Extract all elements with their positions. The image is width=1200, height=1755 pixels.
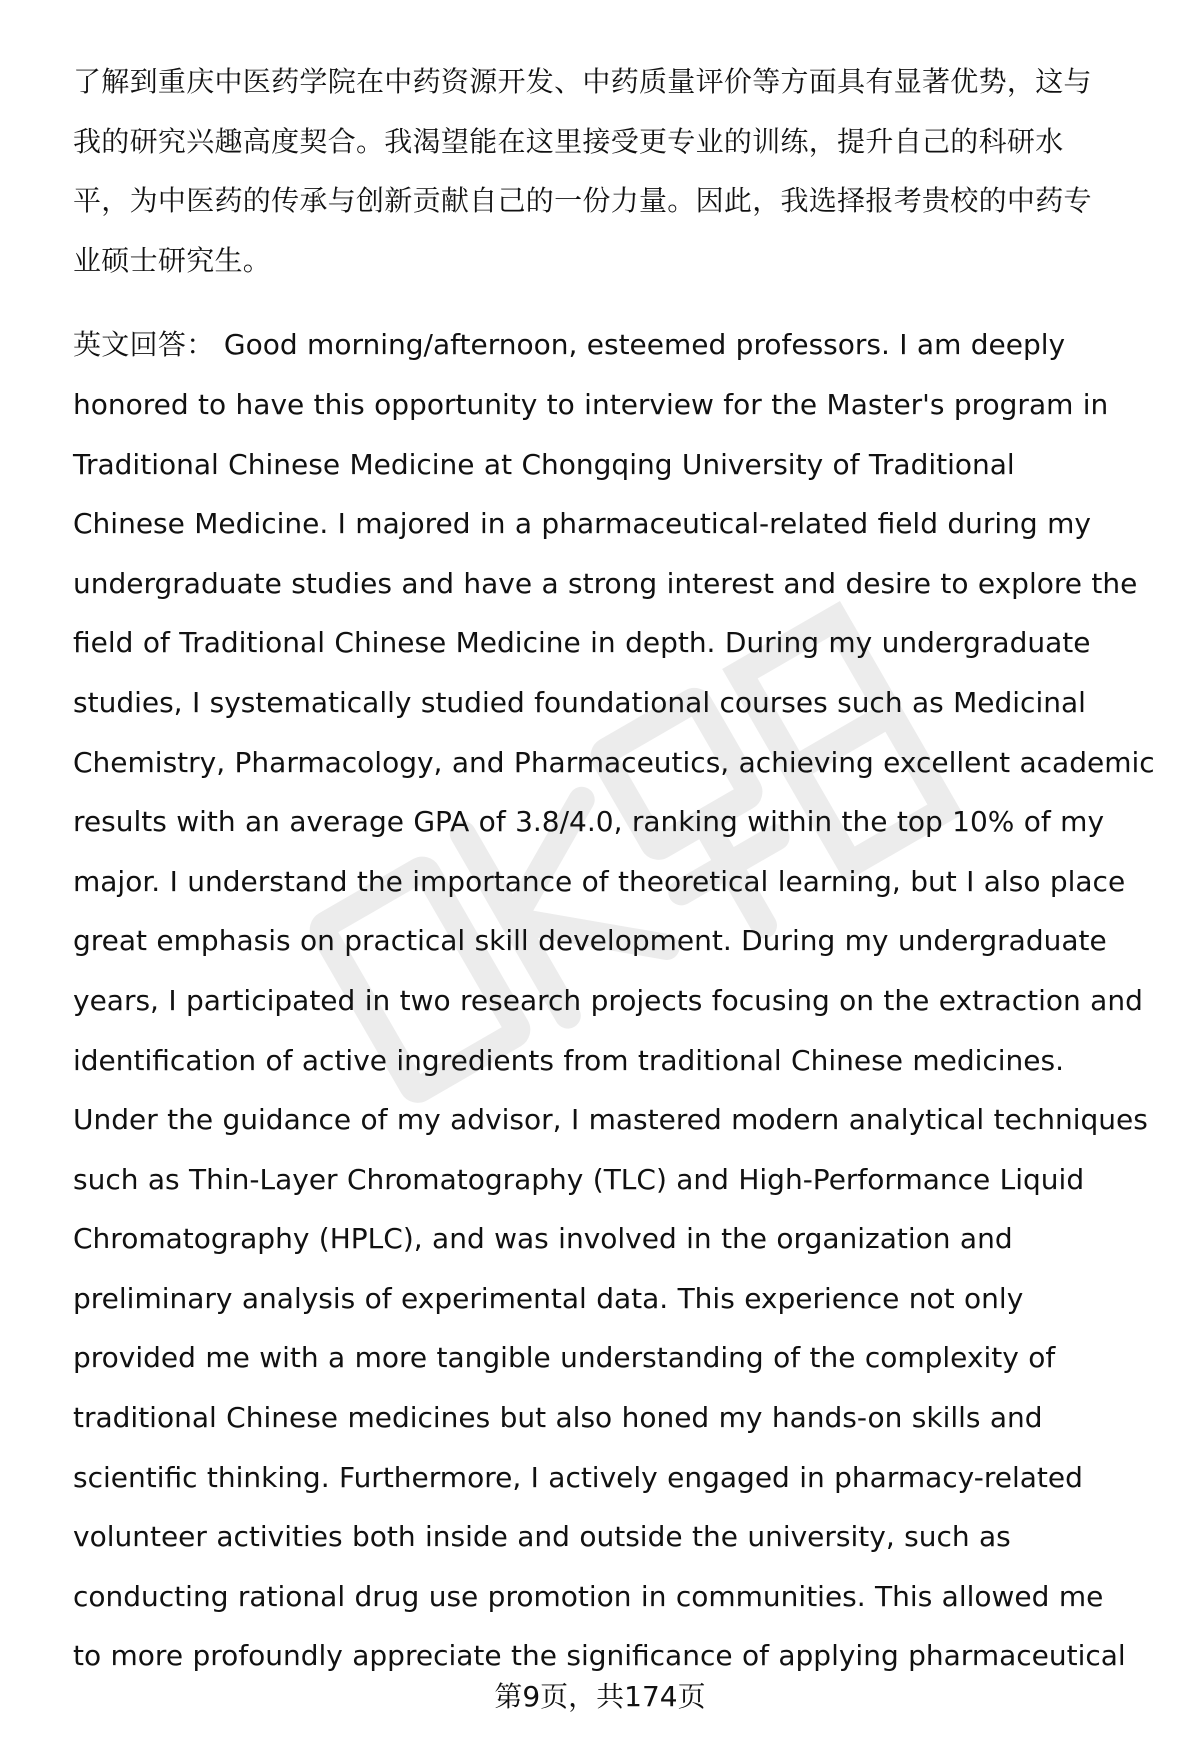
english-answer-label: 英文回答： <box>73 328 215 362</box>
text-line: preliminary analysis of experimental data. This experience not only <box>73 1281 1024 1315</box>
text-line: Chromatography (HPLC), and was involved in the organization and <box>73 1222 1013 1256</box>
text-line: years, I participated in two research projects focusing on the extraction and <box>73 983 1143 1017</box>
text-line: scientific thinking. Furthermore, I actively engaged in pharmacy-related <box>73 1460 1083 1494</box>
text-line: studies, I systematically studied foundational courses such as Medicinal <box>73 685 1086 719</box>
text-line: 我的研究兴趣高度契合。我渴望能在这里接受更专业的训练，提升自己的科研水 <box>73 124 1064 158</box>
text-line: to more profoundly appreciate the significance of applying pharmaceutical <box>73 1639 1126 1673</box>
text-line: field of Traditional Chinese Medicine in depth. During my undergraduate <box>73 626 1091 660</box>
text-line: results with an average GPA of 3.8/4.0, ranking within the top 10% of my <box>73 805 1105 839</box>
text-line: 业硕士研究生。 <box>73 243 272 277</box>
text-line: conducting rational drug use promotion in communities. This allowed me <box>73 1579 1104 1613</box>
text-line: honored to have this opportunity to interview for the Master's program in <box>73 387 1109 421</box>
text-segment: Good morning/afternoon, esteemed professors. I am deeply <box>223 328 1066 362</box>
text-line: Chemistry, Pharmacology, and Pharmaceutics, achieving excellent academic <box>73 745 1155 779</box>
text-line <box>73 315 1153 375</box>
text-line: Chinese Medicine. I majored in a pharmaceutical-related field during my <box>73 507 1091 541</box>
chinese-paragraph <box>73 52 1153 290</box>
document-page <box>73 52 1153 1686</box>
text-line: volunteer activities both inside and outside the university, such as <box>73 1520 1011 1554</box>
text-line: undergraduate studies and have a strong interest and desire to explore the <box>73 566 1138 600</box>
text-line: 平，为中医药的传承与创新贡献自己的一份力量。因此，我选择报考贵校的中药专 <box>73 184 1092 218</box>
text-line: Traditional Chinese Medicine at Chongqing University of Traditional <box>73 447 1015 481</box>
english-answer-paragraph <box>73 315 1153 1686</box>
text-line: identification of active ingredients from traditional Chinese medicines. <box>73 1043 1065 1077</box>
page-number-footer: 第9页，共174页 <box>494 1680 706 1713</box>
text-line: major. I understand the importance of theoretical learning, but I also place <box>73 864 1126 898</box>
text-line: provided me with a more tangible understanding of the complexity of <box>73 1341 1056 1375</box>
text-line: traditional Chinese medicines but also honed my hands-on skills and <box>73 1401 1043 1435</box>
text-line: 了解到重庆中医药学院在中药资源开发、中药质量评价等方面具有显著优势，这与 <box>73 65 1092 98</box>
text-line: great emphasis on practical skill development. During my undergraduate <box>73 924 1107 958</box>
text-line: Under the guidance of my advisor, I mastered modern analytical techniques <box>73 1103 1148 1137</box>
text-line: such as Thin-Layer Chromatography (TLC) and High-Performance Liquid <box>73 1162 1085 1196</box>
